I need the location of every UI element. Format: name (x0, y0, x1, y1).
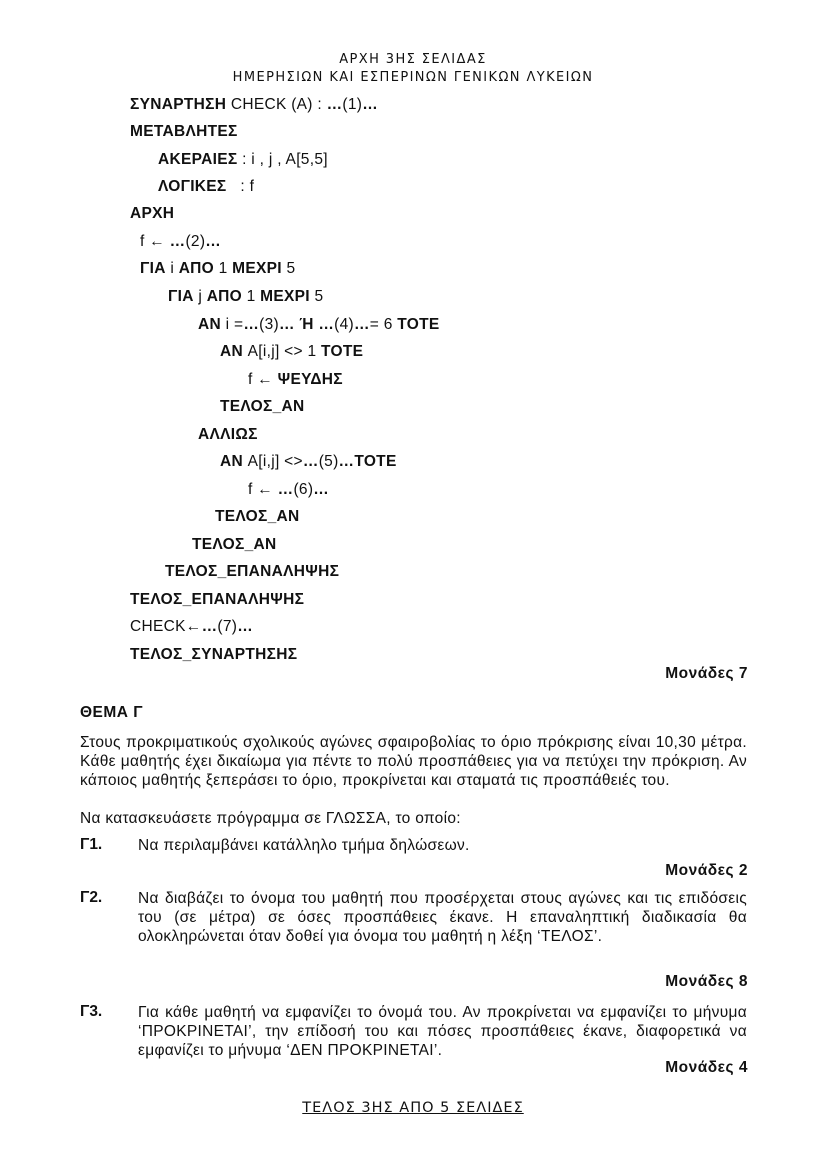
code-text: = 6 (369, 316, 398, 333)
code-keyword: ΑΝ (198, 316, 221, 333)
code-text: (3) (259, 316, 279, 333)
code-line (220, 397, 305, 417)
code-keyword: ΑΠΟ (178, 260, 215, 277)
code-keyword: ΤΕΛΟΣ_ΣΥΝΑΡΤΗΣΗΣ (130, 646, 298, 663)
code-text: j (193, 288, 207, 305)
code-keyword: ΓΙΑ (140, 260, 166, 277)
code-text: f ← (140, 233, 170, 250)
code-text: CHECK (A) : (226, 96, 327, 113)
code-keyword: … (326, 96, 343, 113)
code-text: A[i,j] <> 1 (243, 343, 321, 360)
code-keyword: ΑΡΧΗ (130, 205, 175, 222)
code-text: f ← (248, 481, 278, 498)
code-keyword: … (302, 453, 319, 470)
code-text: f ← (248, 371, 278, 388)
units-label-g2: Μονάδες 8 (665, 973, 748, 990)
code-text: : i , j , A[5,5] (237, 151, 328, 168)
code-line (248, 480, 329, 500)
code-keyword: ΑΠΟ (206, 288, 243, 305)
code-text: 1 (214, 260, 233, 277)
code-line (130, 204, 174, 224)
code-text: (7) (217, 618, 238, 635)
code-keyword: … (278, 316, 295, 333)
code-keyword: ΑΝ (220, 343, 243, 360)
code-text: 5 (309, 288, 324, 305)
code-keyword: ΤΕΛΟΣ_ΑΝ (215, 508, 300, 525)
code-line (130, 122, 238, 142)
code-text: CHECK← (130, 618, 202, 635)
code-keyword: ΤΕΛΟΣ_ΑΝ (192, 536, 277, 553)
code-line (140, 232, 221, 252)
intro-paragraph: Στους προκριματικούς σχολικούς αγώνες σφαιροβολίας το όριο πρόκρισης είναι 10,30 μέτρα. Κάθε μαθητής έχει δικαίωμα για πέντε το πολύ προσπάθειες για να πετύχει την πρόκριση. Αν κάποιος μαθητής ξεπεράσει το όριο, προκρίνεται και σταματά τις προσπάθειές του. (80, 734, 747, 789)
question-label-g2: Γ2. (80, 889, 103, 906)
code-line (158, 150, 328, 170)
question-label-g3: Γ3. (80, 1003, 103, 1020)
code-keyword: ΣΥΝΑΡΤΗΣΗ (130, 96, 227, 113)
units-label-g1: Μονάδες 2 (665, 862, 748, 879)
code-keyword: Ή … (299, 316, 335, 333)
code-text: (2) (185, 233, 206, 250)
page-header-line2: ΗΜΕΡΗΣΙΩΝ ΚΑΙ ΕΣΠΕΡΙΝΩΝ ΓΕΝΙΚΩΝ ΛΥΚΕΙΩΝ (232, 70, 594, 85)
code-keyword: ΤΟΤΕ (321, 343, 364, 360)
code-text: 1 (242, 288, 261, 305)
code-keyword: … (353, 316, 370, 333)
code-keyword: ΜΕΤΑΒΛΗΤΕΣ (130, 123, 238, 140)
code-line (248, 370, 343, 390)
code-keyword: … (362, 96, 379, 113)
page-header-line1: ΑΡΧΗ 3ΗΣ ΣΕΛΙΔΑΣ (339, 52, 487, 67)
code-line (130, 617, 253, 637)
question-label-g1: Γ1. (80, 836, 103, 853)
code-text: 5 (281, 260, 296, 277)
question-text-g2: Να διαβάζει το όνομα του μαθητή που προσέρχεται στους αγώνες και τις επιδόσεις του (σε μέτρα) σε όσες προσπάθειες έκανε. Η επαναληπτική διαδικασία θα ολοκληρώνεται όταν δοθεί για όνομα του μαθητή η λέξη ‘ΤΕΛΟΣ’. (138, 890, 747, 945)
code-line (198, 425, 258, 445)
code-keyword: …ΤΟΤΕ (338, 453, 397, 470)
code-keyword: … (313, 481, 330, 498)
code-keyword: … (169, 233, 186, 250)
code-line (158, 177, 254, 197)
code-keyword: ΑΝ (220, 453, 243, 470)
code-line (220, 342, 363, 362)
code-text: (4) (334, 316, 354, 333)
code-text: i = (221, 316, 244, 333)
code-text: (5) (318, 453, 339, 470)
code-keyword: ΤΕΛΟΣ_ΕΠΑΝΑΛΗΨΗΣ (130, 591, 305, 608)
code-line (168, 287, 323, 307)
code-keyword: … (237, 618, 254, 635)
code-keyword: ΜΕΧΡΙ (232, 260, 282, 277)
question-text-g1: Να περιλαμβάνει κατάλληλο τμήμα δηλώσεων. (138, 837, 470, 854)
code-line (130, 590, 304, 610)
code-keyword: … (243, 316, 260, 333)
code-keyword: ΑΚΕΡΑΙΕΣ (158, 151, 238, 168)
code-text: (6) (293, 481, 314, 498)
code-keyword: ΤΕΛΟΣ_ΕΠΑΝΑΛΗΨΗΣ (165, 563, 340, 580)
code-keyword: … (201, 618, 218, 635)
code-keyword: ΤΕΛΟΣ_ΑΝ (220, 398, 305, 415)
code-keyword: … (205, 233, 222, 250)
theme-title: ΘΕΜΑ Γ (80, 704, 144, 721)
page-footer: ΤΕΛΟΣ 3ΗΣ ΑΠΟ 5 ΣΕΛΙΔΕΣ (302, 1100, 524, 1116)
code-keyword: ΤΟΤΕ (397, 316, 440, 333)
code-line (140, 259, 295, 279)
units-label-1: Μονάδες 7 (665, 665, 748, 682)
question-text-g3: Για κάθε μαθητή να εμφανίζει το όνομά του. Αν προκρίνεται να εμφανίζει το μήνυμα ‘ΠΡΟΚΡΙΝΕΤΑΙ’, την επίδοσή του και πόσες προσπάθειες έκανε, διαφορετικά να εμφανίζει το μήνυμα ‘ΔΕΝ ΠΡΟΚΡΙΝΕΤΑΙ’. (138, 1004, 747, 1059)
code-text: A[i,j] <> (243, 453, 303, 470)
code-keyword: ΓΙΑ (168, 288, 194, 305)
code-keyword: ΜΕΧΡΙ (260, 288, 310, 305)
code-keyword: ΛΟΓΙΚΕΣ (158, 178, 227, 195)
units-label-g3: Μονάδες 4 (665, 1059, 748, 1076)
code-keyword: ΨΕΥΔΗΣ (277, 371, 343, 388)
code-keyword: … (277, 481, 294, 498)
code-text: : f (226, 178, 255, 195)
intro-paragraph-2: Να κατασκευάσετε πρόγραμμα σε ΓΛΩΣΣΑ, το οποίο: (80, 810, 461, 827)
code-text: (1) (342, 96, 363, 113)
code-line (198, 315, 440, 335)
code-keyword: ΑΛΛΙΩΣ (198, 426, 258, 443)
code-line (215, 507, 300, 527)
code-line (130, 95, 378, 115)
code-text: i (165, 260, 179, 277)
code-line (192, 535, 277, 555)
code-line (165, 562, 339, 582)
code-line (130, 645, 297, 665)
code-line (220, 452, 397, 472)
